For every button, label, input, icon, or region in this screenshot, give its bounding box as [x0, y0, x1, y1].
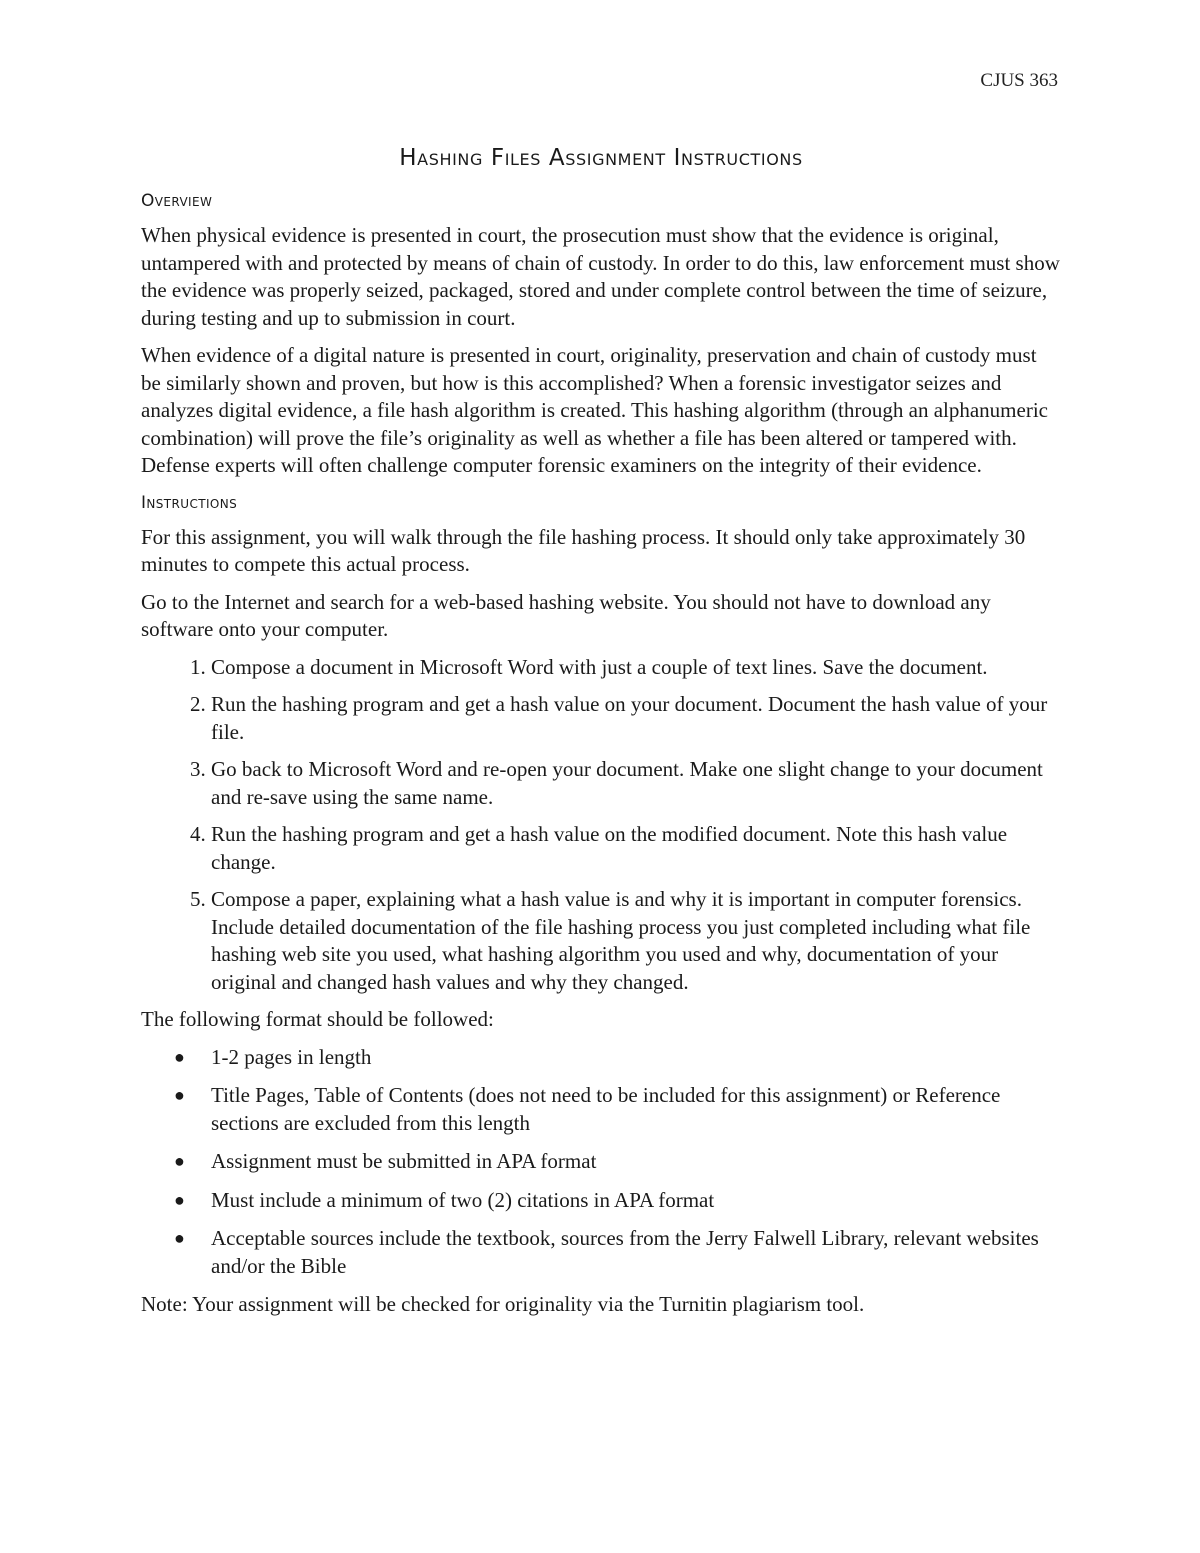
- format-item-text: Acceptable sources include the textbook, sources from the Jerry Falwell Library, relevant websites and/or the Bible: [211, 1226, 1039, 1278]
- originality-note: Note: Your assignment will be checked for originality via the Turnitin plagiarism tool.: [141, 1292, 865, 1316]
- step-item: 4. Run the hashing program and get a hash value on the modified document. Note this hash value change.: [211, 821, 1061, 876]
- step-item: 2. Run the hashing program and get a hash value on your document. Document the hash value of your file.: [211, 691, 1061, 746]
- document-title: Hashing Files Assignment Instructions: [399, 145, 803, 171]
- instructions-heading: Instructions: [141, 492, 238, 513]
- format-intro: The following format should be followed:: [141, 1007, 494, 1031]
- bullet-icon: ●: [174, 1228, 185, 1248]
- overview-heading: Overview: [141, 191, 213, 211]
- step-item: 5. Compose a paper, explaining what a hash value is and why it is important in computer forensics. Include detailed documentation of the file hashing process you just completed including what file hashing web site you used, what hashing algorithm you used and why, documentation of your original and changed hash values and why they changed.: [211, 886, 1061, 996]
- format-item-text: Must include a minimum of two (2) citations in APA format: [211, 1187, 715, 1212]
- steps-list: [141, 654, 1061, 997]
- overview-paragraph-2: When evidence of a digital nature is presented in court, originality, preservation and chain of custody must be similarly shown and proven, but how is this accomplished? When a forensic investigator seizes and analyzes digital evidence, a file hash algorithm is created. This hashing algorithm (through an alphanumeric combination) will prove the file’s originality as well as whether a file has been altered or tampered with. Defense experts will often challenge computer forensic examiners on the integrity of their evidence.: [141, 343, 1048, 477]
- format-list: [141, 1044, 1061, 1281]
- bullet-icon: ●: [174, 1189, 185, 1210]
- instructions-paragraph-2: Go to the Internet and search for a web-based hashing website. You should not have to download any software onto your computer.: [141, 589, 991, 641]
- page-header-course-code: CJUS 363: [980, 70, 1058, 91]
- format-item: [174, 1082, 1061, 1137]
- format-item: [174, 1148, 1061, 1176]
- format-item-text: Assignment must be submitted in APA format: [211, 1149, 597, 1173]
- instructions-paragraph-1: For this assignment, you will walk through the file hashing process. It should only take approximately 30 minutes to compete this actual process.: [141, 524, 1026, 576]
- bullet-icon: ●: [174, 1151, 185, 1171]
- format-item-text: 1-2 pages in length: [211, 1044, 372, 1069]
- format-item: [174, 1044, 1061, 1072]
- format-item-text: Title Pages, Table of Contents (does not need to be included for this assignment) or Reference sections are excluded from this length: [211, 1083, 1001, 1135]
- format-item: [174, 1187, 1061, 1215]
- step-item: 3. Go back to Microsoft Word and re-open your document. Make one slight change to your document and re-save using the same name.: [211, 756, 1061, 811]
- document-body: [141, 138, 1061, 1329]
- format-item: [174, 1225, 1061, 1280]
- bullet-icon: ●: [174, 1046, 185, 1067]
- bullet-icon: ●: [174, 1085, 185, 1105]
- step-item: 1. Compose a document in Microsoft Word with just a couple of text lines. Save the document.: [211, 654, 1061, 682]
- overview-paragraph-1: When physical evidence is presented in court, the prosecution must show that the evidence is original, untampered with and protected by means of chain of custody. In order to do this, law enforcement must show the evidence was properly seized, packaged, stored and under complete control between the time of seizure, during testing and up to submission in court.: [141, 223, 1060, 330]
